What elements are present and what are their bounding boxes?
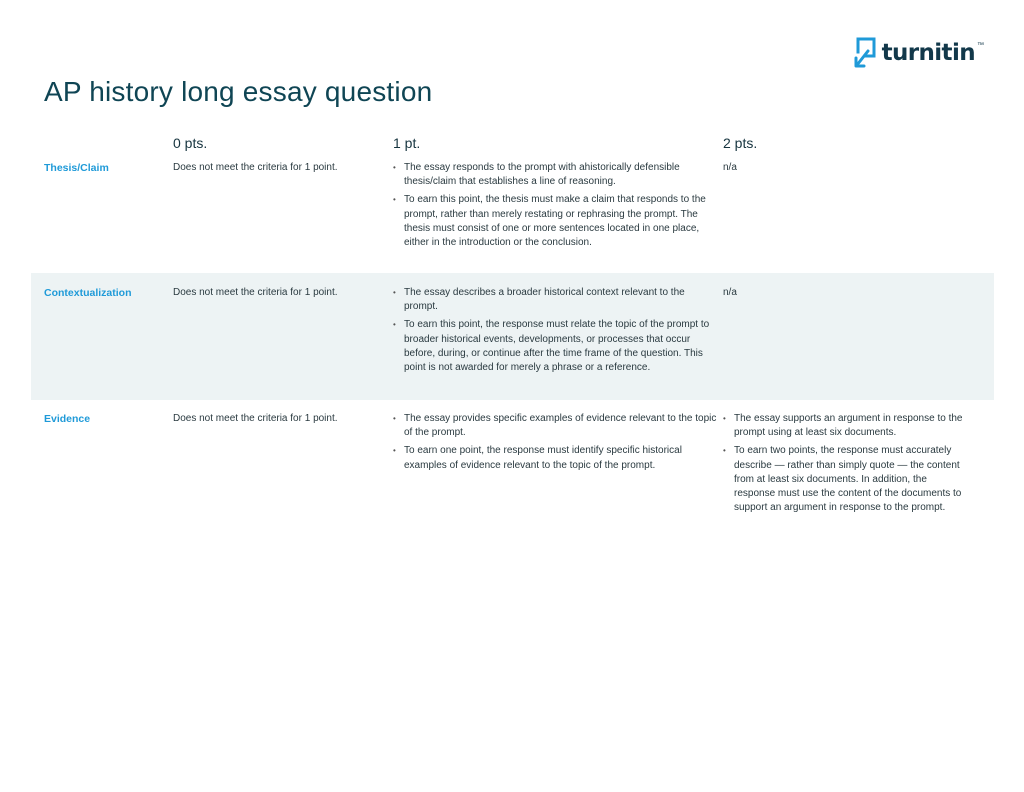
one-pt-list [393,286,717,375]
criterion-label: Contextualization [44,287,132,299]
turnitin-logo-icon [854,36,878,70]
header-0-pts: 0 pts. [173,135,208,151]
rubric-row-evidence [31,400,994,540]
two-pts-text: n/a [723,287,737,298]
list-item: • To earn two points, the response must accurately describe — rather than simply quote — the content from at least six documents. In addition, the response must use the content of the documents to support an argument in response to the prompt. [723,444,966,515]
list-item: • To earn one point, the response must identify specific historical examples of evidence relevant to the topic of the prompt. [393,444,717,472]
two-pts-text: n/a [723,162,737,173]
page-title: AP history long essay question [44,76,433,107]
list-item: • The essay responds to the prompt with ahistorically defensible thesis/claim that establishes a line of reasoning. [393,161,717,189]
one-pt-cell [393,286,723,400]
turnitin-logo[interactable] [854,36,984,70]
one-pt-cell [393,412,723,540]
list-item: • To earn this point, the response must relate the topic of the prompt to broader historical events, developments, or processes that occur before, during, or continue after the time frame of the question. This point is not awarded for merely a phrase or a reference. [393,318,717,375]
rubric-row-contextualization [31,273,994,400]
brand-name: turnitin [881,39,975,66]
zero-pts-text: Does not meet the criteria for 1 point. [173,287,338,298]
header-1-pt: 1 pt. [393,135,421,151]
two-pts-list [723,412,966,515]
rubric-table [31,128,994,540]
two-pts-cell [723,412,994,540]
zero-pts-text: Does not meet the criteria for 1 point. [173,413,338,424]
header-2-pts: 2 pts. [723,135,758,151]
list-item: • The essay provides specific examples of evidence relevant to the topic of the prompt. [393,412,717,440]
one-pt-list [393,412,717,473]
header-criterion [31,151,173,153]
rubric-row-thesis [31,153,994,273]
rubric-header-row [31,128,994,153]
trademark-symbol: ™ [977,42,984,49]
criterion-label: Evidence [44,413,91,425]
criterion-label: Thesis/Claim [44,162,109,174]
one-pt-cell [393,161,723,273]
one-pt-list [393,161,717,250]
list-item: • The essay supports an argument in response to the prompt using at least six documents. [723,412,966,440]
list-item: • To earn this point, the thesis must make a claim that responds to the prompt, rather than merely restating or rephrasing the prompt. The thesis must consist of one or more sentences located in one place, either in the introduction or the conclusion. [393,193,717,250]
list-item: • The essay describes a broader historical context relevant to the prompt. [393,286,717,314]
zero-pts-text: Does not meet the criteria for 1 point. [173,162,338,173]
